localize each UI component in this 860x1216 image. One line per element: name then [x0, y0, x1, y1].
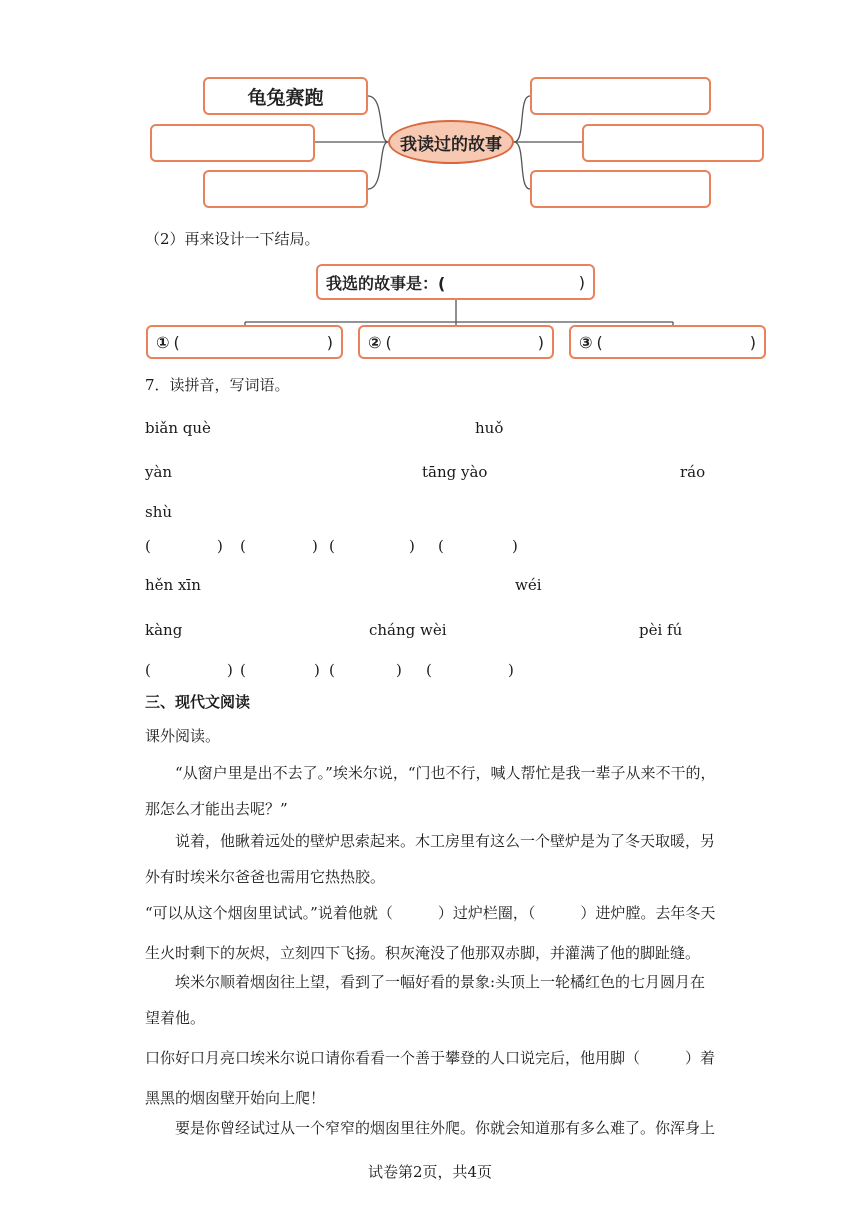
pinyin-bianque: biǎn què	[145, 419, 211, 437]
story-box-6[interactable]	[530, 170, 711, 208]
page-footer: 试卷第2页，共4页	[367, 1163, 493, 1181]
answer-blank[interactable]	[153, 660, 225, 680]
reading-intro: 课外阅读。	[145, 727, 221, 745]
chosen-story-box[interactable]	[316, 264, 595, 300]
pinyin-henxin: hěn xīn	[145, 576, 201, 594]
chosen-story-close: )	[578, 272, 585, 292]
mindmap-center: 我读过的故事	[388, 120, 514, 164]
story-box-4[interactable]	[530, 77, 711, 115]
option-number: ③	[579, 332, 593, 352]
story-box-2[interactable]	[150, 124, 315, 162]
mindmap-connectors	[0, 0, 860, 220]
story-box-1: 龟兔赛跑	[203, 77, 368, 115]
pinyin-tangyao: tāng yào	[422, 463, 488, 481]
pinyin-peifu: pèi fú	[639, 621, 683, 639]
reading-paragraph-6: 要是你曾经试过从一个窄窄的烟囱里往外爬。你就会知道那有多么难了。你浑身上	[175, 1119, 716, 1137]
reading-paragraph-4: 埃米尔顺着烟囱往上望，看到了一幅好看的景象:头顶上一轮橘红色的七月圆月在望着他。	[145, 973, 706, 1027]
answer-blank[interactable]	[337, 660, 393, 680]
pinyin-yan: yàn	[145, 463, 173, 481]
option-number: ②	[368, 332, 382, 352]
pinyin-huo: huǒ	[475, 419, 504, 437]
option-number: ①	[156, 332, 170, 352]
answer-blank[interactable]	[434, 660, 506, 680]
pinyin-shu: shù	[145, 503, 173, 521]
q7-title: 7．读拼音，写词语。	[145, 376, 290, 394]
answer-blank[interactable]	[248, 536, 310, 556]
ending-option-2[interactable]: ② ( )	[358, 325, 554, 359]
story-box-3[interactable]	[203, 170, 368, 208]
reading-paragraph-5: 口你好口月亮口埃米尔说口请你看看一个善于攀登的人口说完后，他用脚（ ）着黑黑的烟囱壁开始向上爬！	[145, 1049, 716, 1107]
section-3-title: 三、现代文阅读	[145, 693, 251, 711]
ending-option-3[interactable]: ③ ( )	[569, 325, 766, 359]
chosen-story-label: 我选的故事是：(	[326, 273, 446, 293]
reading-paragraph-3: “可以从这个烟囱里试试。”说着他就（ ）过炉栏圈，（ ）进炉膛。去年冬天生火时剩下的灰烬，立刻四下飞扬。积灰淹没了他那双赤脚，并灌满了他的脚趾缝。	[145, 904, 716, 962]
pinyin-rao: ráo	[680, 463, 706, 481]
pinyin-kang: kàng	[145, 621, 183, 639]
reading-paragraph-1: “从窗户里是出不去了。”埃米尔说，“门也不行，喊人帮忙是我一辈子从来不干的，那怎么才能出去呢？”	[145, 764, 716, 818]
answer-blank[interactable]	[337, 536, 407, 556]
pinyin-wei: wéi	[515, 576, 542, 594]
reading-paragraph-2: 说着，他瞅着远处的壁炉思索起来。木工房里有这么一个壁炉是为了冬天取暖，另外有时埃米尔爸爸也需用它热热胶。	[145, 832, 716, 886]
q6-part2-instruction: （2）再来设计一下结局。	[145, 230, 320, 248]
pinyin-changwei: cháng wèi	[369, 621, 447, 639]
answer-blank[interactable]	[153, 536, 215, 556]
answer-blank[interactable]	[446, 536, 512, 556]
ending-option-1[interactable]: ① ( )	[146, 325, 343, 359]
answer-blank[interactable]	[248, 660, 312, 680]
story-box-5[interactable]	[582, 124, 764, 162]
